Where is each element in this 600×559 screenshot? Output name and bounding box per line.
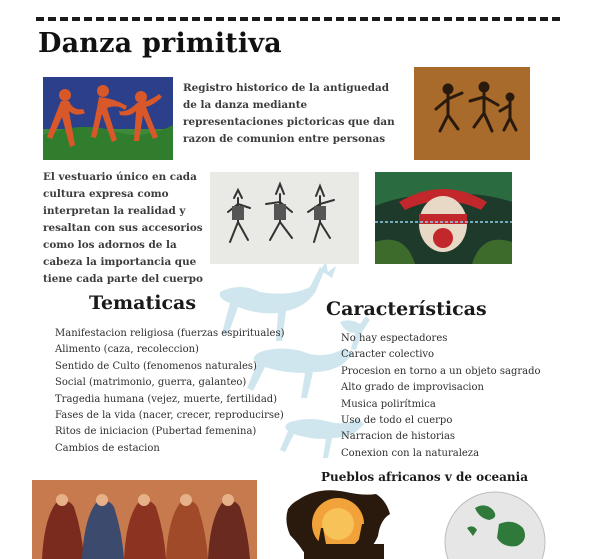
list-item: Fases de la vida (nacer, crecer, reproducirse) — [55, 410, 284, 422]
oceania-globe-image — [437, 484, 547, 559]
africa-sunset-image — [268, 488, 420, 559]
list-item: Conexion con la naturaleza — [341, 447, 480, 459]
list-item: No hay espectadores — [341, 333, 448, 344]
list-item: Narracion de historias — [341, 431, 456, 443]
tematicas-heading: Tematicas — [89, 292, 197, 314]
list-item: Alimento (caza, recoleccion) — [55, 344, 199, 356]
intro-paragraph: Registro historico de la antiguedad de la danza mediante representaciones pictoricas que dan razon de comunion entre personas — [183, 82, 395, 145]
tematicas-list — [55, 326, 284, 457]
list-item: Tragedia humana (vejez, muerte, fertilidad) — [55, 393, 278, 405]
list-item: Sentido de Culto (fenomenos naturales) — [55, 360, 257, 372]
list-item: Ritos de iniciacion (Pubertad femenina) — [55, 426, 257, 438]
page-title: Danza primitiva — [38, 28, 282, 59]
list-item: Procesion en torno a un objeto sagrado — [341, 365, 541, 377]
pueblos-heading: Pueblos africanos v de oceania — [321, 470, 528, 484]
cave-painting-image — [414, 67, 530, 160]
tribal-dancers-drawing-image — [210, 172, 359, 264]
list-item: Caracter colectivo — [341, 349, 435, 361]
list-item: Alto grado de improvisacion — [341, 382, 484, 394]
list-item: Social (matrimonio, guerra, galanteo) — [55, 377, 247, 389]
list-item: Manifestacion religiosa (fuerzas espirituales) — [55, 328, 285, 339]
vestuario-paragraph: El vestuario único en cada cultura expresa como interpretan la realidad y resaltan con sus accesorios como los adornos de la cabeza la importancia que tiene cada parte del cuerpo — [43, 171, 203, 285]
list-item: Uso de todo el cuerpo — [341, 415, 453, 427]
caracteristicas-heading: Características — [326, 298, 487, 320]
list-item: Musica polirítmica — [341, 398, 436, 410]
dancers-painting-image — [43, 77, 173, 160]
dancing-women-fresco-image — [32, 480, 257, 559]
caracteristicas-list — [341, 331, 541, 462]
top-dashed-divider — [36, 17, 560, 21]
list-item: Cambios de estacion — [55, 442, 160, 454]
painted-face-photo-image — [375, 172, 512, 264]
